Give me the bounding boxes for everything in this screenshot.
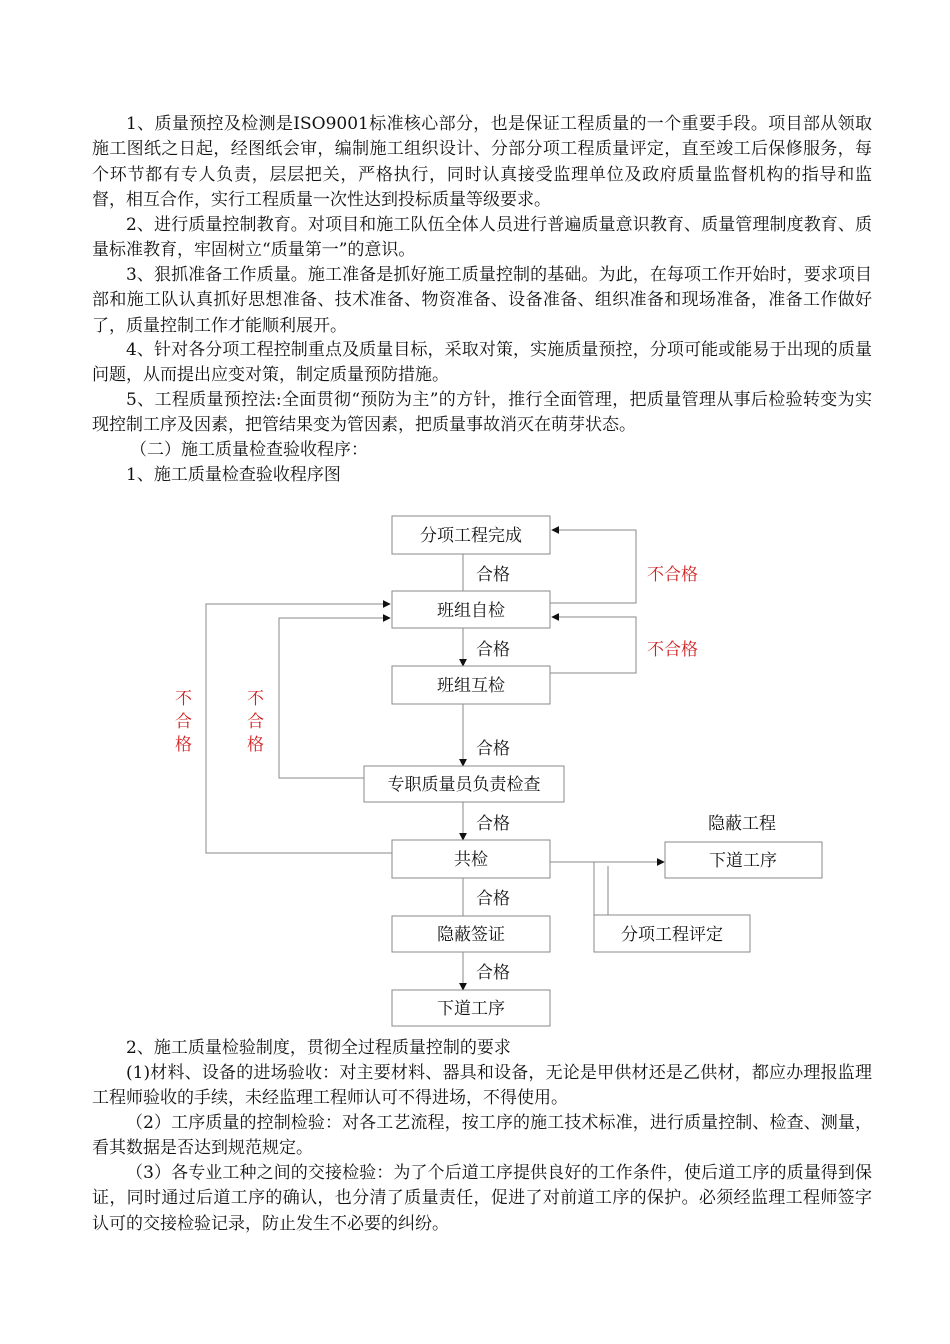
label-fail-vertical-left-1: 不 — [175, 689, 192, 709]
chart-heading: 1、施工质量检查验收程序图 — [126, 465, 341, 485]
box-concealed-sign-label: 隐蔽签证 — [437, 925, 505, 945]
box-team-mutual-check-label: 班组互检 — [437, 676, 505, 696]
label-fail-2: 不合格 — [647, 640, 698, 660]
box-next-step-right-label: 下道工序 — [709, 851, 777, 871]
intro-paragraph-1: 1、质量预控及检测是ISO9001标准核心部分，也是保证工程质量的一个重要手段。项目部从领取施工图纸之日起，经图纸会审，编制施工组织设计、分部分项工程质量评定，直至竣工后保修服务，每个环节都有专人负责，层层把关，严格执行，同时认真接受监理单位及政府质量监督机构的指导和监督，相互合作，实行工程质量一次性达到投标质量等级要求。 — [92, 114, 872, 211]
label-pass-1: 合格 — [476, 565, 510, 585]
label-fail-vertical-right-2: 合 — [247, 712, 264, 732]
item-2: （2）工序质量的控制检验：对各工艺流程，按工序的施工技术标准，进行质量控制、检查、测量，看其数据是否达到规范规定。 — [92, 1113, 872, 1159]
label-fail-1: 不合格 — [647, 565, 698, 585]
label-pass-4: 合格 — [476, 814, 510, 834]
section-heading: （二）施工质量检查验收程序： — [130, 440, 368, 460]
label-fail-vertical-left-3: 格 — [175, 735, 192, 755]
second-heading: 2、施工质量检验制度，贯彻全过程质量控制的要求 — [126, 1038, 511, 1058]
label-fail-vertical-right-3: 格 — [247, 735, 264, 755]
intro-paragraph-3: 3、狠抓准备工作质量。施工准备是抓好施工质量控制的基础。为此，在每项工作开始时，要求项目部和施工队认真抓好思想准备、技术准备、物资准备、设备准备、组织准备和现场准备，准备工作做好了，质量控制工作才能顺利展开。 — [92, 265, 872, 336]
box-joint-check-label: 共检 — [454, 850, 488, 870]
box-team-self-check-label: 班组自检 — [437, 601, 505, 621]
item-1: (1)材料、设备的进场验收：对主要材料、器具和设备，无论是甲供材还是乙供材，都应办理报监理工程师验收的手续，未经监理工程师认可不得进场，不得使用。 — [92, 1063, 872, 1109]
item-3: （3）各专业工种之间的交接检验：为了个后道工序提供良好的工作条件，使后道工序的质量得到保证，同时通过后道工序的确认，也分清了质量责任，促进了对前道工序的保护。必须经监理工程师签字认可的交接检验记录，防止发生不必要的纠纷。 — [92, 1163, 872, 1234]
box-subitem-evaluation-label: 分项工程评定 — [621, 925, 723, 945]
intro-paragraph-5: 5、工程质量预控法:全面贯彻“预防为主”的方针，推行全面管理，把质量管理从事后检验转变为实现控制工序及因素，把管结果变为管因素，把质量事故消灭在萌芽状态。 — [92, 390, 872, 436]
label-pass-3: 合格 — [476, 739, 510, 759]
label-pass-2: 合格 — [476, 640, 510, 660]
intro-paragraph-2: 2、进行质量控制教育。对项目和施工队伍全体人员进行普遍质量意识教育、质量管理制度教育、质量标准教育，牢固树立“质量第一”的意识。 — [92, 215, 872, 261]
box-subitem-complete-label: 分项工程完成 — [420, 526, 522, 546]
label-pass-6: 合格 — [476, 963, 510, 983]
box-next-step-left-label: 下道工序 — [437, 999, 505, 1019]
label-fail-vertical-right-1: 不 — [247, 689, 264, 709]
label-fail-vertical-left-2: 合 — [175, 712, 192, 732]
label-concealed-work: 隐蔽工程 — [708, 814, 776, 834]
intro-paragraph-4: 4、针对各分项工程控制重点及质量目标，采取对策，实施质量预控，分项可能或能易于出现的质量问题，从而提出应变对策，制定质量预防措施。 — [92, 340, 872, 386]
box-qc-inspector-check-label: 专职质量员负责检查 — [387, 775, 541, 795]
label-pass-5: 合格 — [476, 889, 510, 909]
